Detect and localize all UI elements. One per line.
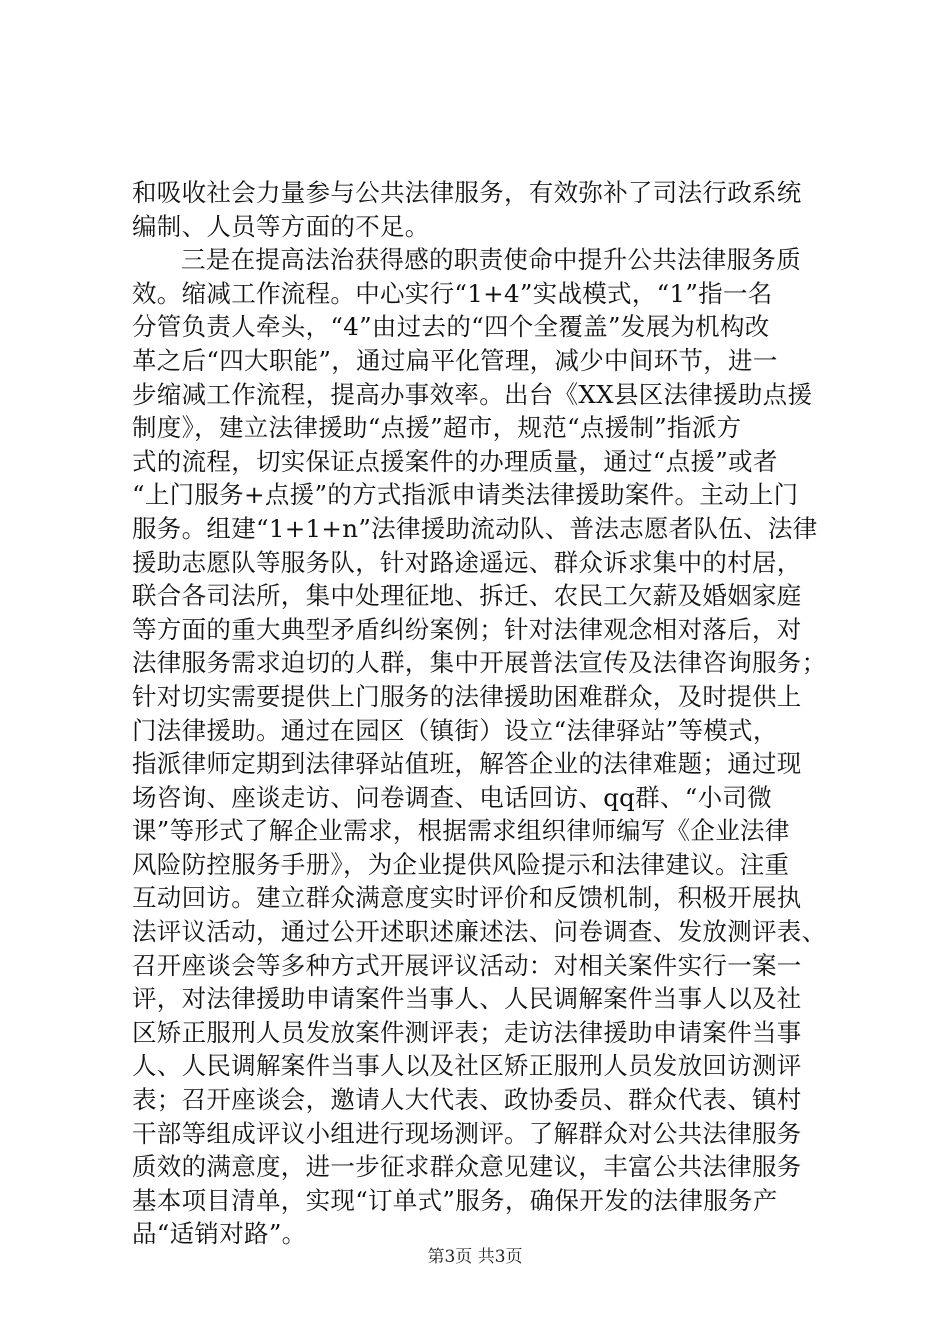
text-line: 召开座谈会等多种方式开展评议活动：对相关案件实行一案一 (132, 950, 802, 980)
text-line: 干部等组成评议小组进行现场测评。了解群众对公共法律服务 (132, 1118, 802, 1148)
text-line: 课”等形式了解企业需求，根据需求组织律师编写《企业法律 (132, 816, 790, 846)
page-number: 第3页 共3页 (427, 1247, 523, 1267)
text-line: 互动回访。建立群众满意度实时评价和反馈机制，积极开展执 (132, 883, 802, 913)
text-line: 针对切实需要提供上门服务的法律援助困难群众，及时提供上 (132, 681, 802, 711)
text-line: “上门服务+点援”的方式指派申请类法律援助案件。主动上门 (132, 480, 799, 510)
text-line: 门法律援助。通过在园区（镇街）设立“法律驿站”等模式， (132, 715, 778, 745)
text-line: 等方面的重大典型矛盾纠纷案例；针对法律观念相对落后，对 (132, 614, 802, 644)
text-line: 和吸收社会力量参与公共法律服务，有效弥补了司法行政系统 (132, 178, 802, 207)
text-line: 指派律师定期到法律驿站值班，解答企业的法律难题；通过现 (132, 749, 802, 779)
text-line: 场咨询、座谈走访、问卷调查、电话回访、qq群、“小司微 (132, 782, 772, 812)
text-line: 风险防控服务手册》，为企业提供风险提示和法律建议。注重 (132, 849, 790, 879)
text-line: 质效的满意度，进一步征求群众意见建议，丰富公共法律服务 (132, 1152, 802, 1182)
page-footer (0, 1246, 950, 1268)
text-line: 品“适销对路”。 (132, 1219, 307, 1249)
text-line: 基本项目清单，实现“订单式”服务，确保开发的法律服务产 (132, 1185, 778, 1215)
text-line: 区矫正服刑人员发放案件测评表；走访法律援助申请案件当事 (132, 1017, 802, 1047)
paragraph-start-line: 三是在提高法治获得感的职责使命中提升公共法律服务质 (181, 245, 801, 275)
text-line: 革之后“四大职能”，通过扁平化管理，减少中间环节，进一 (132, 345, 778, 375)
text-line: 式的流程，切实保证点援案件的办理质量，通过“点援”或者 (132, 446, 778, 476)
text-line: 制度》，建立法律援助“点援”超市，规范“点援制”指派方 (132, 413, 742, 443)
text-line: 服务。组建“1+1+n”法律援助流动队、普法志愿者队伍、法律 (132, 513, 818, 543)
text-line: 援助志愿队等服务队，针对路途遥远、群众诉求集中的村居， (132, 547, 802, 577)
text-line: 法评议活动，通过公开述职述廉述法、问卷调查、发放测评表、 (132, 917, 827, 947)
text-line: 表；召开座谈会，邀请人大代表、政协委员、群众代表、镇村 (132, 1085, 802, 1115)
body-text (132, 176, 832, 1251)
text-line: 效。缩减工作流程。中心实行“1+4”实战模式，“1”指一名 (132, 278, 773, 308)
text-line: 分管负责人牵头，“4”由过去的“四个全覆盖”发展为机构改 (132, 312, 770, 342)
text-line: 人、人民调解案件当事人以及社区矫正服刑人员发放回访测评 (132, 1051, 802, 1081)
text-line: 编制、人员等方面的不足。 (132, 211, 430, 241)
text-line: 评，对法律援助申请案件当事人、人民调解案件当事人以及社 (132, 984, 802, 1014)
text-line: 联合各司法所，集中处理征地、拆迁、农民工欠薪及婚姻家庭 (132, 581, 802, 611)
text-line: 步缩减工作流程，提高办事效率。出台《XX县区法律援助点援 (132, 379, 813, 409)
text-line: 法律服务需求迫切的人群，集中开展普法宣传及法律咨询服务； (132, 648, 827, 678)
